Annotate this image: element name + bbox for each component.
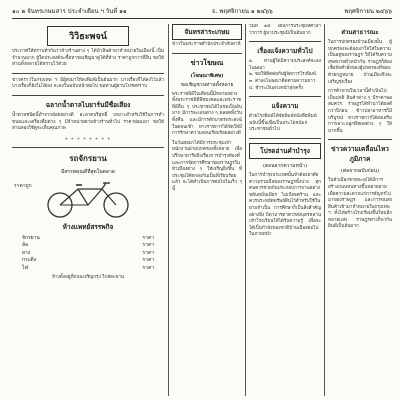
- column-rule: [168, 24, 169, 396]
- column-4: [328, 24, 392, 396]
- ad-sub: มีสรรพคุณดีที่สุดในตลาด: [60, 168, 116, 175]
- divider: [172, 53, 242, 54]
- column-2: [172, 24, 242, 396]
- masthead-center: ธ. พฤศจิกายน ๑ ๒๔๖๖: [212, 8, 273, 15]
- ad-row: จักรยาน ราคา: [22, 234, 154, 241]
- column-3-mid: ด้วยโรงพิมพ์ได้จัดพิมพ์หนังสือพิมพ์ฉบับนี้ขึ้นเพื่อเป็นประโยชน์แก่ประชาชนทั่วไป: [249, 114, 317, 133]
- divider: [249, 96, 321, 97]
- divider: [12, 95, 164, 96]
- divider: [249, 138, 321, 139]
- column-2-news-sub2: ขอเชิญชวนท่านทั้งหลาย: [180, 81, 234, 88]
- column-4-body-2: การค้าขายในเวลานี้ดำเนินไปเป็นปกติ สินค้าต่าง ๆ มีราคาพอสมควร ราษฎรได้ทำนาได้ผลดีกว่าปีก่อน ข้าวปลาอาหารก็มีบริบูรณ์ ทางราชการได้ส่งเสริมการเพาะปลูกพืชผลต่าง ๆ ให้มากขึ้น: [328, 89, 392, 134]
- column-2-body-2: ในวันต่อมาได้มีการประชุมเจ้าพนักงานฝ่ายปกครองทั้งหลาย เพื่อปรึกษาหารือถึงเรื่องการบำรุงท้องที่ และการจัดการศึกษาของราษฎรในหัวเมืองต่าง ๆ ให้เจริญยิ่งขึ้น ที่ประชุมได้ตกลงกันเป็นที่เรียบร้อยแล้ว จะได้ดำเนินการต่อไปในเร็ว ๆ นี้: [172, 140, 242, 192]
- column-4-body-3: ในหัวเมืองชายทะเลได้มีการสร้างถนนหนทางขึ้นหลายสาย เพื่อความสะดวกแก่การสัญจรไปมาของราษฎร และการขนส่งสินค้าเข้ามาจำหน่ายในกรุงเทพ ฯ ทั้งได้สร้างโรงเรียนขึ้นใหม่อีกหลายแห่ง ราษฎรต่างก็พากันยินดีเป็นอันมาก: [328, 178, 392, 230]
- list-item: ๑. ท่านผู้ใดมีความประสงค์จะลงโฆษณา: [249, 59, 321, 71]
- column-3: [249, 24, 321, 396]
- ad-row: ยาง ราคา: [22, 249, 154, 256]
- column-3-mid-head: แจ้งความ: [271, 102, 299, 111]
- column-1-section-body: น้ำตาลชนิดนี้ทำจากอ้อยอย่างดี สะอาดบริสุทธิ์ เหมาะสำหรับใช้ในการทำขนมและเครื่องดื่มต่าง ๆ มีจำหน่ายตามห้างร้านทั่วไป ราคาย่อมเยา ขอให้ท่านลองใช้ดูจะเห็นคุณภาพ: [12, 112, 164, 132]
- ad-price-label: ราคาถูก: [14, 182, 32, 189]
- ad-head: รถจักรยาน: [69, 152, 107, 163]
- column-rule: [245, 24, 246, 396]
- column-1-dots: * * * * * * * *: [64, 136, 112, 143]
- column-3-section-sub: (ตอนจากความหน้า): [262, 162, 308, 169]
- column-1-intro: ประกาศให้ทราบทั่วกันว่าห้างร้านต่าง ๆ ได้นำสินค้ามาจำหน่ายในเมืองนี้ เป็นจำนวนมาก ผู้ใดประสงค์จะซื้อหาขอเชิญมาดูได้ที่ห้าง ราคาถูกกว่าที่อื่น ขอให้ท่านทั้งหลายได้ทราบไว้ด้วย: [12, 49, 164, 68]
- column-1: [12, 24, 164, 396]
- column-3-box-head: เรื่องแจ้งความทั่วไป: [257, 47, 313, 56]
- column-1-body: ข่าวคราวในกรุงเทพ ฯ มีผู้ส่งมาให้ลงพิมพ์เป็นอันมาก บางเรื่องก็ได้ลงไว้แล้ว บางเรื่องก็ยังไม่ได้ลง จะลงในฉบับหน้าต่อไป ขอท่านผู้อ่านโปรดทราบ: [12, 77, 164, 90]
- masthead-left: ๑๐ ๒ จันทรเกษมสาร ประจำเดือน ฯ วันที่ ๑๑: [12, 8, 127, 15]
- ad-row: กระดิ่ง ราคา: [22, 257, 154, 264]
- newspaper-page: [12, 6, 392, 398]
- bicycle-ad: [12, 152, 164, 282]
- masthead: [12, 6, 392, 19]
- list-item: ๓. ค่าลงโฆษณาคิดตามความยาว: [249, 78, 316, 84]
- list-item: ๒. ขอให้ติดต่อกับผู้จัดการโรงพิมพ์: [249, 72, 316, 78]
- column-rule: [324, 24, 325, 396]
- column-4-head: ส่วนสาธารณะ: [341, 29, 379, 36]
- column-3-list: [249, 59, 321, 92]
- ad-row: ไฟ ราคา: [22, 264, 154, 271]
- ad-foot: ห้างตั้งอยู่ที่ถนนเจริญกรุง ใกล้สะพาน: [51, 275, 125, 281]
- column-2-news-head: ข่าวโฆษณ: [190, 57, 224, 67]
- bicycle-icon: [40, 179, 136, 219]
- column-4-section-head: ข่าวความเคลื่อนไหวภูมิภาค: [331, 145, 389, 164]
- ad-shop: ห้างแพทย์สรรพกิจ: [62, 222, 114, 231]
- column-3-body: ในการบำรุงประเทศนั้นจำต้องอาศัยความร่วมมือของราษฎรทั้งปวง ทุกคนควรช่วยกันประกอบการงานอย่างขยันหมั่นเพียร ไม่เกียจคร้าน และควรประหยัดทรัพย์สินไว้สำหรับใช้ในยามจำเป็น การศึกษาก็เป็นสิ่งสำคัญอย่างยิ่ง บิดามารดาควรส่งบุตรหลานเข้าโรงเรียนให้ได้รับความรู้ เพื่อจะได้เป็นกำลังของชาติบ้านเมืองต่อไปในภายหน้า: [249, 172, 321, 238]
- column-4-body-1: ในการปกครองบ้านเมืองนั้น ผู้ปกครองจะต้องเอาใจใส่ในความเป็นอยู่ของราษฎร ให้ได้รับความสุขสบายทั่วหน้ากัน ราษฎรก็ต้องเชื่อฟังคำสั่งของผู้ปกครองที่ชอบด้วยกฎหมาย บ้านเมืองจึงจะเจริญรุ่งเรือง: [328, 40, 392, 85]
- masthead-right: พฤศจิกายน ๒๔๖๖: [344, 8, 392, 15]
- column-2-body-1: พระราชพิธีในเดือนนี้มีหลายอย่าง ทั้งพระราชพิธีพืชมงคลและพระราชพิธีอื่น ๆ ประชาชนได้ไปชมเป็นอันมาก มีการละเล่นต่าง ๆ ตลอดทั้งวันทั้งคืน และมีการตักบาตรพระสงฆ์ในตอนเช้า ทางราชการได้จัดให้มีการรักษาความสงบเรียบร้อยอย่างดี: [172, 91, 242, 137]
- ad-row: ล้อ ราคา: [22, 242, 154, 249]
- column-2-news-sub: (โฆษณาพิเศษ): [190, 72, 224, 79]
- column-2-title: จันทรสาระเกษม: [172, 24, 242, 40]
- column-3-top: วันที่ ๑๕ ได้มีการประชุมที่ศาลาว่าการ ผู้มาประชุมมีเป็นอันมาก: [249, 24, 321, 36]
- ad-price-list: [12, 235, 164, 273]
- column-1-section-head: ฉลากน้ำตาลไบยาร์นมีชื่อเสียง: [45, 100, 131, 109]
- list-item: ๔. ชำระเงินล่วงหน้าทุกครั้ง: [249, 85, 303, 91]
- divider: [12, 73, 164, 74]
- column-3-section-head: โปรดอ่านคำบำรุง: [249, 143, 321, 159]
- column-2-box-sub: ข่าวในพระราชสำนักประจำสัปดาห์: [172, 42, 241, 47]
- divider: [12, 147, 164, 148]
- column-1-title: วิวิธะพจน์: [47, 26, 129, 46]
- column-4-section-sub: (ต่อจากฉบับก่อน): [340, 168, 380, 175]
- divider: [328, 139, 392, 140]
- divider: [249, 41, 321, 42]
